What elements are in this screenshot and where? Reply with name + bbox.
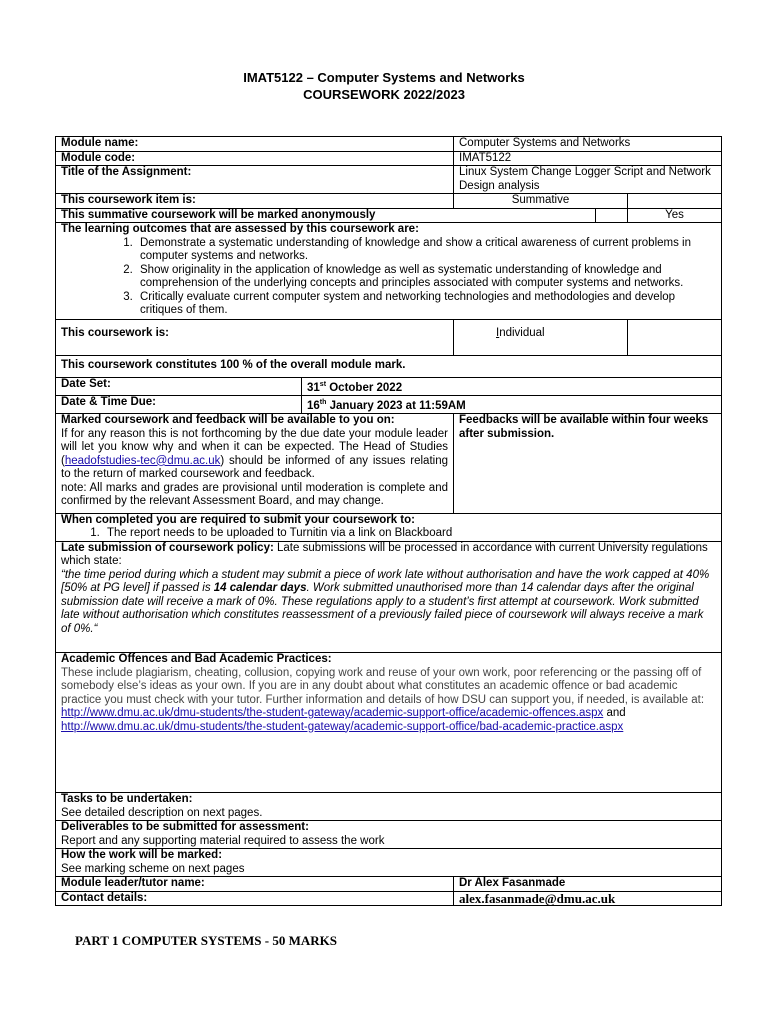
date-set-suffix: st [319, 380, 327, 388]
offences-heading: Academic Offences and Bad Academic Practices: [61, 653, 332, 666]
late-policy-quote-b: . Work submitted unauthorised more than 14 calendar days after the original submission date will receive a mark of 0%. These regulations apply to a student’s first attempt at coursework. Work submitted late without authorisation which constitutes reassessment of a previously failed piece of coursework will always receive a mark of 0%.“ [61, 582, 704, 635]
coursework-is-label: This coursework is: [56, 319, 454, 355]
module-name-value: Computer Systems and Networks [454, 137, 722, 152]
submission-item: 1. The report needs to be uploaded to Turnitin via a link on Blackboard [103, 527, 716, 541]
row-feedback [56, 414, 722, 514]
learning-outcome-item: 2. Show originality in the application of knowledge as well as systematic understanding of knowledge and comprehension of the underlying concepts and principles associated with computer systems and networks. [136, 264, 716, 291]
row-late-submission [56, 541, 722, 653]
row-tasks [56, 793, 722, 821]
row-deliverables [56, 821, 722, 849]
module-code-value: IMAT5122 [454, 151, 722, 166]
row-module-leader [56, 877, 722, 892]
learning-outcome-item: 3. Critically evaluate current computer system and networking technologies and methodologies and develop critiques of them. [136, 291, 716, 318]
coursework-is-value [454, 319, 628, 355]
coursework-table [55, 136, 722, 906]
item-type-value: Summative [454, 194, 628, 209]
head-of-studies-email-link[interactable]: headofstudies-tec@dmu.ac.uk [64, 454, 221, 467]
late-policy-heading: Late submission of coursework policy: [61, 541, 274, 554]
doc-title-line1: IMAT5122 – Computer Systems and Networks [243, 70, 525, 85]
contact-value: alex.fasanmade@dmu.ac.uk [454, 891, 722, 906]
tasks-value: See detailed description on next pages. [61, 806, 263, 819]
deliverables-value: Report and any supporting material required to assess the work [61, 834, 385, 847]
late-policy-intro [61, 542, 716, 569]
anonymous-label: This summative coursework will be marked anonymously [56, 208, 596, 223]
date-set-rest: October 2022 [326, 381, 403, 394]
tasks-label: Tasks to be undertaken: [61, 793, 193, 806]
row-submission [56, 513, 722, 541]
submission-list [61, 527, 716, 541]
module-leader-label: Module leader/tutor name: [56, 877, 454, 892]
row-assignment-title [56, 166, 722, 194]
part1-heading: PART 1 COMPUTER SYSTEMS - 50 MARKS [75, 933, 337, 948]
feedback-text-before: If for any reason this is not forthcoming by the due date your module leader will let you know why and when it can be expected. The Head of Studies ( [61, 427, 448, 467]
late-policy-quote [61, 569, 716, 637]
item-type-empty [628, 194, 722, 209]
offences-and: and [603, 707, 626, 720]
row-module-code [56, 151, 722, 166]
bad-academic-practice-link[interactable]: http://www.dmu.ac.uk/dmu-students/the-student-gateway/academic-support-office/bad-academic-practice.aspx [61, 720, 624, 733]
item-type-label: This coursework item is: [56, 194, 454, 209]
row-date-set [56, 377, 722, 395]
submission-heading: When completed you are required to submit your coursework to: [61, 513, 415, 526]
row-contact [56, 891, 722, 906]
offences-text-block [61, 667, 716, 721]
feedback-side-note: Feedbacks will be available within four weeks after submission. [454, 414, 722, 514]
feedback-note: note: All marks and grades are provisional until moderation is complete and confirmed by the relevant Assessment Board, and may change. [61, 481, 448, 508]
deliverables-label: Deliverables to be submitted for assessment: [61, 821, 309, 834]
coursework-is-empty [628, 319, 722, 355]
row-coursework-is [56, 319, 722, 355]
module-name-label: Module name: [56, 137, 454, 152]
anonymous-value: Yes [628, 208, 722, 223]
module-leader-value: Dr Alex Fasanmade [454, 877, 722, 892]
row-module-name [56, 137, 722, 152]
date-due-value [302, 395, 722, 413]
row-learning-outcomes [56, 223, 722, 320]
date-set-label: Date Set: [56, 377, 302, 395]
constitutes-text: This coursework constitutes 100 % of the overall module mark. [56, 355, 722, 377]
row-date-due [56, 395, 722, 413]
late-policy-quote-a: “the time period during which a student may submit a piece of work late without authorisation and have the work capped at 40% [50% at PG level] if passed is [61, 568, 710, 595]
row-marking [56, 849, 722, 877]
date-due-label: Date & Time Due: [56, 395, 302, 413]
row-anonymous [56, 208, 722, 223]
date-due-day: 16 [307, 399, 320, 412]
row-item-type [56, 194, 722, 209]
late-policy-intro-text: Late submissions will be processed in accordance with current University regulations which state: [61, 541, 708, 568]
date-due-suffix: th [319, 398, 327, 406]
feedback-heading: Marked coursework and feedback will be available to you on: [61, 414, 395, 427]
date-set-day: 31 [307, 381, 320, 394]
learning-outcomes-list [61, 237, 716, 318]
marking-label: How the work will be marked: [61, 849, 223, 862]
date-set-value [302, 377, 722, 395]
assignment-title-label: Title of the Assignment: [56, 166, 454, 194]
marking-value: See marking scheme on next pages [61, 862, 245, 875]
module-code-label: Module code: [56, 151, 454, 166]
feedback-text-after: ) should be informed of any issues relating to the return of marked coursework and feedback. [61, 454, 448, 481]
date-due-rest: January 2023 at 11:59AM [326, 399, 466, 412]
doc-title-line2: COURSEWORK 2022/2023 [303, 87, 465, 102]
anonymous-empty [596, 208, 628, 223]
academic-offences-link[interactable]: http://www.dmu.ac.uk/dmu-students/the-student-gateway/academic-support-office/academic-offences.aspx [61, 707, 604, 720]
row-academic-offences [56, 653, 722, 793]
offences-text: These include plagiarism, cheating, collusion, copying work and reuse of your own work, poor referencing or the passing off of somebody else’s ideas as your own. If you are in any doubt about what constitutes an academic offence or bad academic practice you must check with your tutor. Further information and details of how DSU can support you, if needed, is available at: [61, 666, 705, 706]
row-constitutes [56, 355, 722, 377]
late-policy-quote-bold: 14 calendar days [213, 582, 307, 595]
learning-outcomes-label: The learning outcomes that are assessed by this coursework are: [61, 223, 419, 235]
learning-outcome-item: 1. Demonstrate a systematic understanding of knowledge and show a critical awareness of current problems in computer systems and networks. [136, 237, 716, 264]
coursework-is-value-initial: I [496, 326, 500, 339]
contact-label: Contact details: [56, 891, 454, 906]
coursework-is-value-rest: ndividual [499, 326, 545, 339]
assignment-title-value: Linux System Change Logger Script and Network Design analysis [454, 166, 722, 194]
feedback-text [61, 428, 448, 482]
